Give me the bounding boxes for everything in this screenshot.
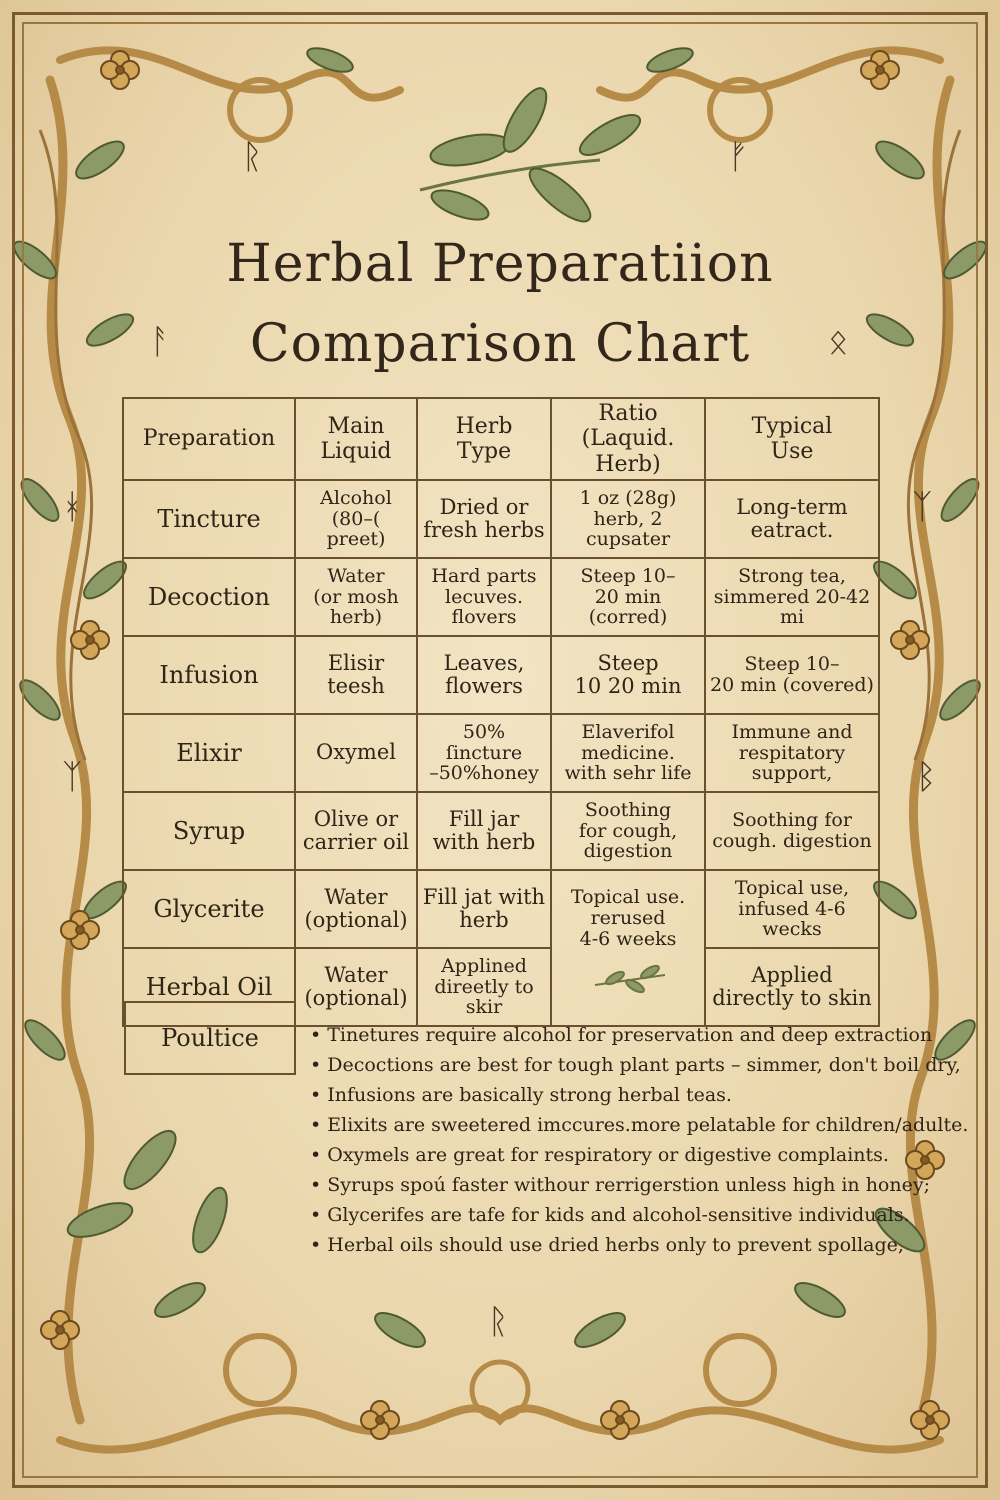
cell-use <box>705 792 879 870</box>
cell-use <box>705 870 879 948</box>
cell-text: Oxymel <box>316 740 396 765</box>
rune-left-lower: ᛉ <box>62 757 83 797</box>
list-item: • Infusions are basically strong herbal teas. <box>310 1080 950 1110</box>
cell-text: Tincture <box>157 504 261 533</box>
header-herb-type <box>417 398 551 480</box>
cell-preparation <box>123 792 295 870</box>
comparison-table <box>122 397 880 1027</box>
cell-text: Steep 10– 20 min (covered) <box>710 653 874 696</box>
cell-text: Hard parts lecuves. flovers <box>431 564 537 629</box>
cell-herb <box>417 558 551 636</box>
cell-text: Dried or fresh herbs <box>423 494 545 542</box>
cell-use <box>705 636 879 714</box>
list-item: • Elixits are sweetered imccures.more pelatable for children/adulte. <box>310 1110 950 1140</box>
cell-preparation <box>123 870 295 948</box>
cell-use <box>705 480 879 558</box>
cell-text: Syrup <box>172 816 246 845</box>
cell-preparation <box>123 480 295 558</box>
cell-text: Water (optional) <box>304 884 408 932</box>
cell-text: Elisir teesh <box>327 650 385 698</box>
list-item: • Tinetures require alcohol for preservation and deep extraction <box>310 1020 950 1050</box>
cell-liquid <box>295 792 417 870</box>
cell-ratio <box>551 792 705 870</box>
cell-liquid <box>295 480 417 558</box>
cell-text: Water (optional) <box>304 962 408 1010</box>
cell-ratio <box>551 870 705 1026</box>
cell-preparation <box>123 558 295 636</box>
cell-herb <box>417 714 551 792</box>
cell-text: Steep 10 20 min <box>574 650 682 698</box>
cell-text: Decoction <box>147 582 270 611</box>
cell-use <box>705 948 879 1026</box>
cell-text: Applined direetly to skir <box>434 954 534 1019</box>
rune-left-upper: ᚼ <box>62 487 83 527</box>
header-label: Main Liquid <box>320 413 392 464</box>
table-header-row <box>123 398 879 480</box>
cell-herb <box>417 792 551 870</box>
list-item: • Glycerifes are tafe for kids and alcohol-sensitive individuals. <box>310 1200 950 1230</box>
cell-text: Fill jat with herb <box>422 884 546 932</box>
cell-text: Steep 10– 20 min (corred) <box>580 564 676 629</box>
cell-preparation <box>123 714 295 792</box>
rune-title-left: ᚨ <box>150 322 171 362</box>
header-ratio <box>551 398 705 480</box>
cell-text: Soothing for cough. digestion <box>712 809 872 852</box>
cell-text: Soothing for cough, digestion <box>578 798 678 863</box>
cell-liquid <box>295 870 417 948</box>
cell-preparation <box>123 636 295 714</box>
cell-use <box>705 714 879 792</box>
table-row <box>123 636 879 714</box>
table-row <box>123 480 879 558</box>
cell-liquid <box>295 714 417 792</box>
rune-top-right: ᚠ <box>728 137 749 177</box>
cell-herb <box>417 636 551 714</box>
header-typical-use <box>705 398 879 480</box>
cell-text: Topical use. rerused 4-6 weeks <box>570 886 686 950</box>
cell-text: Infusion <box>159 660 259 689</box>
table-row <box>123 870 879 948</box>
rune-right-upper: ᛉ <box>912 487 933 527</box>
cell-text: 1 oz (28g) herb, 2 cupsater <box>579 486 677 551</box>
cell-preparation-poultice: Poultice <box>124 1001 296 1075</box>
list-item: • Decoctions are best for tough plant parts – simmer, don't boil dry, <box>310 1050 950 1080</box>
cell-text: 50% ſincture –50%honey <box>429 720 539 785</box>
cell-text: Elaverifol medicine. with sehr life <box>564 720 692 785</box>
cell-ratio <box>551 636 705 714</box>
cell-ratio <box>551 714 705 792</box>
cell-liquid <box>295 636 417 714</box>
cell-text: Glycerite <box>153 894 265 923</box>
cell-text: Herbal Oil <box>145 972 273 1001</box>
rune-right-lower: ᛒ <box>916 757 937 797</box>
header-label: Preparation <box>142 426 276 452</box>
title-line-1: Herbal Preparatiion <box>226 234 774 294</box>
header-label: Herb Type <box>455 413 513 464</box>
cell-herb <box>417 870 551 948</box>
cell-text: Long-term eatract. <box>736 494 848 542</box>
cell-ratio <box>551 480 705 558</box>
list-item: • Oxymels are great for respiratory or digestive complaints. <box>310 1140 950 1170</box>
cell-text: Topical use, infused 4-6 wecks <box>734 876 850 941</box>
cell-herb <box>417 480 551 558</box>
cell-herb <box>417 948 551 1026</box>
cell-text: Water (or mosh herb) <box>313 564 399 629</box>
title-line-2: Comparison Chart <box>249 314 751 374</box>
notes-list <box>310 1020 969 1260</box>
cell-liquid <box>295 948 417 1026</box>
rune-bottom: ᚱ <box>488 1302 509 1342</box>
cell-text: Leaves, flowers <box>443 650 525 698</box>
cell-text: Strong tea, simmered 20-42 mi <box>713 564 871 629</box>
cell-ratio <box>551 558 705 636</box>
header-label: Typical Use <box>751 413 833 464</box>
header-main-liquid <box>295 398 417 480</box>
cell-text: Alcohol (80–( preet) <box>320 486 392 551</box>
cell-text: Fill jar with herb <box>432 806 536 854</box>
rune-top-left: ᚱ <box>242 137 263 177</box>
header-preparation <box>123 398 295 480</box>
cell-text: Immune and respitatory support, <box>731 720 853 785</box>
cell-liquid <box>295 558 417 636</box>
list-item: • Herbal oils should use dried herbs only to prevent spollage, <box>310 1230 950 1260</box>
table-row <box>123 714 879 792</box>
cell-text: Applied directly to skin <box>712 962 872 1010</box>
table-row <box>123 558 879 636</box>
header-label: Ratio (Laquid. Herb) <box>581 401 675 477</box>
cell-text: Olive or carrier oil <box>302 806 410 854</box>
list-item: • Syrups spoú faster withour rerrigerstion unless high in honey; <box>310 1170 950 1200</box>
cell-text: Elixir <box>176 738 242 767</box>
rune-title-right: ᛟ <box>828 322 849 362</box>
cell-use <box>705 558 879 636</box>
table-row <box>123 792 879 870</box>
